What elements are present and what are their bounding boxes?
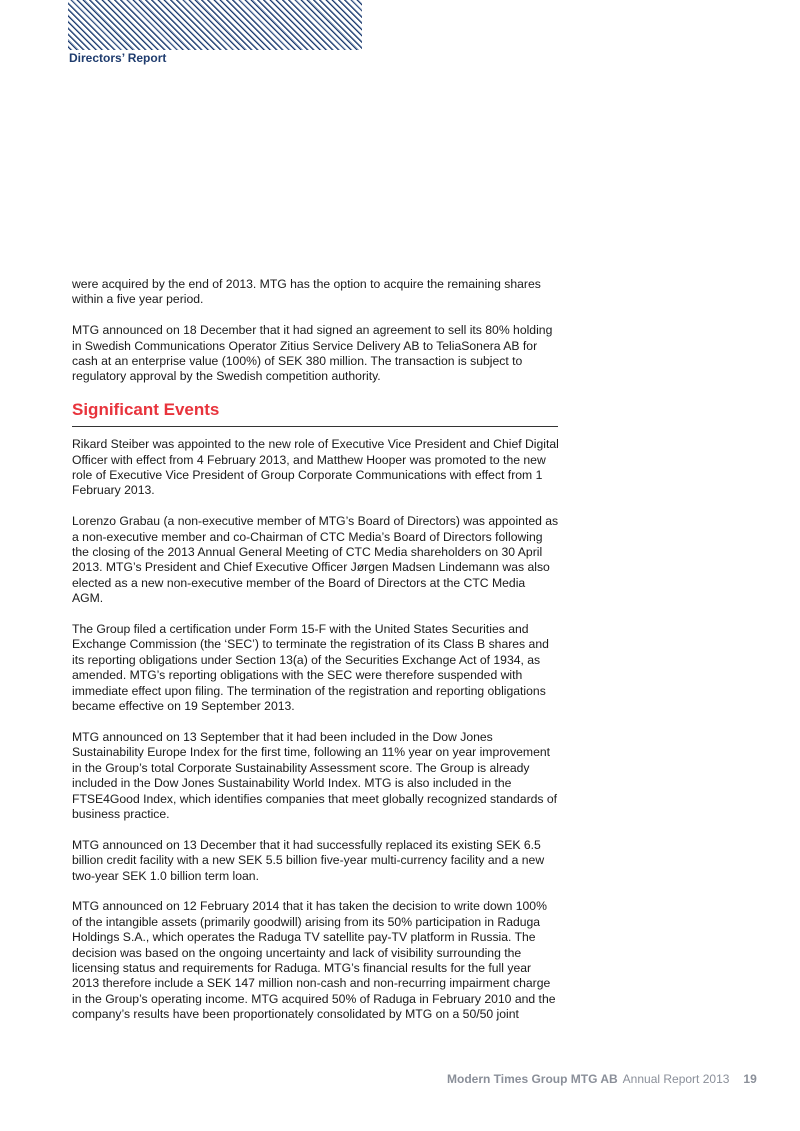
text-line: were acquired by the end of 2013. MTG has the option to acquire the remaining shares xyxy=(72,277,541,291)
text-line: Officer with effect from 4 February 2013, and Matthew Hooper was promoted to the new xyxy=(72,452,546,467)
text-line: MTG announced on 13 September that it had been included in the Dow Jones xyxy=(72,729,493,744)
text-line: MTG announced on 18 December that it had signed an agreement to sell its 80% holding xyxy=(72,323,553,338)
page-number: 19 xyxy=(743,1072,757,1086)
text-line: Holdings S.A., which operates the Raduga TV satellite pay-TV platform in Russia. The xyxy=(72,930,536,945)
text-line: decision was based on the ongoing uncertainty and lack of visibility surrounding the xyxy=(72,945,522,960)
text-line: in the Group’s total Corporate Sustainability Assessment score. The Group is already xyxy=(72,760,530,775)
paragraph xyxy=(72,899,562,1022)
text-line: Lorenzo Grabau (a non-executive member of MTG’s Board of Directors) was appointed as xyxy=(72,514,559,529)
page-footer xyxy=(447,1072,757,1086)
paragraph xyxy=(72,323,562,385)
text-line: AGM. xyxy=(72,591,104,606)
text-line: The Group filed a certification under Form 15-F with the United States Securities and xyxy=(72,622,529,637)
text-line: company’s results have been proportionately consolidated by MTG on a 50/50 joint xyxy=(72,1007,519,1022)
text-line: in the Group’s operating income. MTG acquired 50% of Raduga in February 2010 and the xyxy=(72,991,556,1006)
paragraph xyxy=(72,730,562,822)
text-line: within a five year period. xyxy=(72,292,204,307)
text-line: immediate effect upon filing. The termination of the registration and reporting obligations xyxy=(72,683,546,698)
text-line: licensing status and requirements for Raduga. MTG’s financial results for the full year xyxy=(72,960,532,975)
decorative-hatch-pattern xyxy=(68,0,362,50)
text-line: its reporting obligations under Section 13(a) of the Securities Exchange Act of 1934, as xyxy=(72,652,541,667)
text-line: MTG announced on 13 December that it had successfully replaced its existing SEK 6.5 xyxy=(72,837,541,852)
text-line: of the intangible assets (primarily goodwill) arising from its 50% participation in Raduga xyxy=(72,914,541,929)
text-line: business practice. xyxy=(72,806,170,821)
text-line: included in the Dow Jones Sustainability World Index. MTG is also included in the xyxy=(72,776,512,791)
text-line: 2013 therefore include a SEK 147 million non-cash and non-recurring impairment charge xyxy=(72,976,551,991)
text-line: amended. MTG’s reporting obligations with the SEC were therefore suspended with xyxy=(72,668,523,683)
document-body xyxy=(72,277,562,1038)
text-line: role of Executive Vice President of Group Corporate Communications with effect from 1 xyxy=(72,468,543,483)
paragraph xyxy=(72,277,562,308)
text-line: FTSE4Good Index, which identifies companies that meet globally recognized standards of xyxy=(72,791,558,806)
paragraph xyxy=(72,838,562,884)
text-line: 2013. MTG’s President and Chief Executive Officer Jørgen Madsen Lindemann was also xyxy=(72,560,550,575)
text-line: Rikard Steiber was appointed to the new role of Executive Vice President and Chief Digital xyxy=(72,437,559,452)
text-line: MTG announced on 12 February 2014 that it has taken the decision to write down 100% xyxy=(72,899,547,914)
text-line: in Swedish Communications Operator Zitius Service Delivery AB to TeliaSonera AB for xyxy=(72,338,538,353)
text-line: two-year SEK 1.0 billion term loan. xyxy=(72,868,259,883)
significant-events-section xyxy=(72,437,562,1022)
text-line: the closing of the 2013 Annual General Meeting of CTC Media shareholders on 30 April xyxy=(72,545,543,560)
text-line: became effective on 19 September 2013. xyxy=(72,699,295,714)
text-line: cash at an enterprise value (100%) of SEK 380 million. The transaction is subject to xyxy=(72,354,523,369)
footer-report-title: Annual Report 2013 xyxy=(622,1072,730,1086)
text-line: elected as a new non-executive member of the Board of Directors at the CTC Media xyxy=(72,575,526,590)
paragraph xyxy=(72,514,562,606)
text-line: a non-executive member and co-Chairman of CTC Media’s Board of Directors following xyxy=(72,529,543,544)
paragraph xyxy=(72,437,562,499)
text-line: Sustainability Europe Index for the first time, following an 11% year on year improvement xyxy=(72,745,551,760)
text-line: February 2013. xyxy=(72,483,155,498)
section-heading: Significant Events xyxy=(72,400,558,427)
text-line: Exchange Commission (the ‘SEC’) to terminate the registration of its Class B shares and xyxy=(72,637,549,652)
footer-company-name: Modern Times Group MTG AB xyxy=(447,1072,618,1086)
section-label: Directors’ Report xyxy=(69,51,167,65)
text-line: regulatory approval by the Swedish competition authority. xyxy=(72,369,381,384)
text-line: billion credit facility with a new SEK 5.5 billion five-year multi-currency facility and a new xyxy=(72,853,545,868)
paragraph xyxy=(72,622,562,714)
